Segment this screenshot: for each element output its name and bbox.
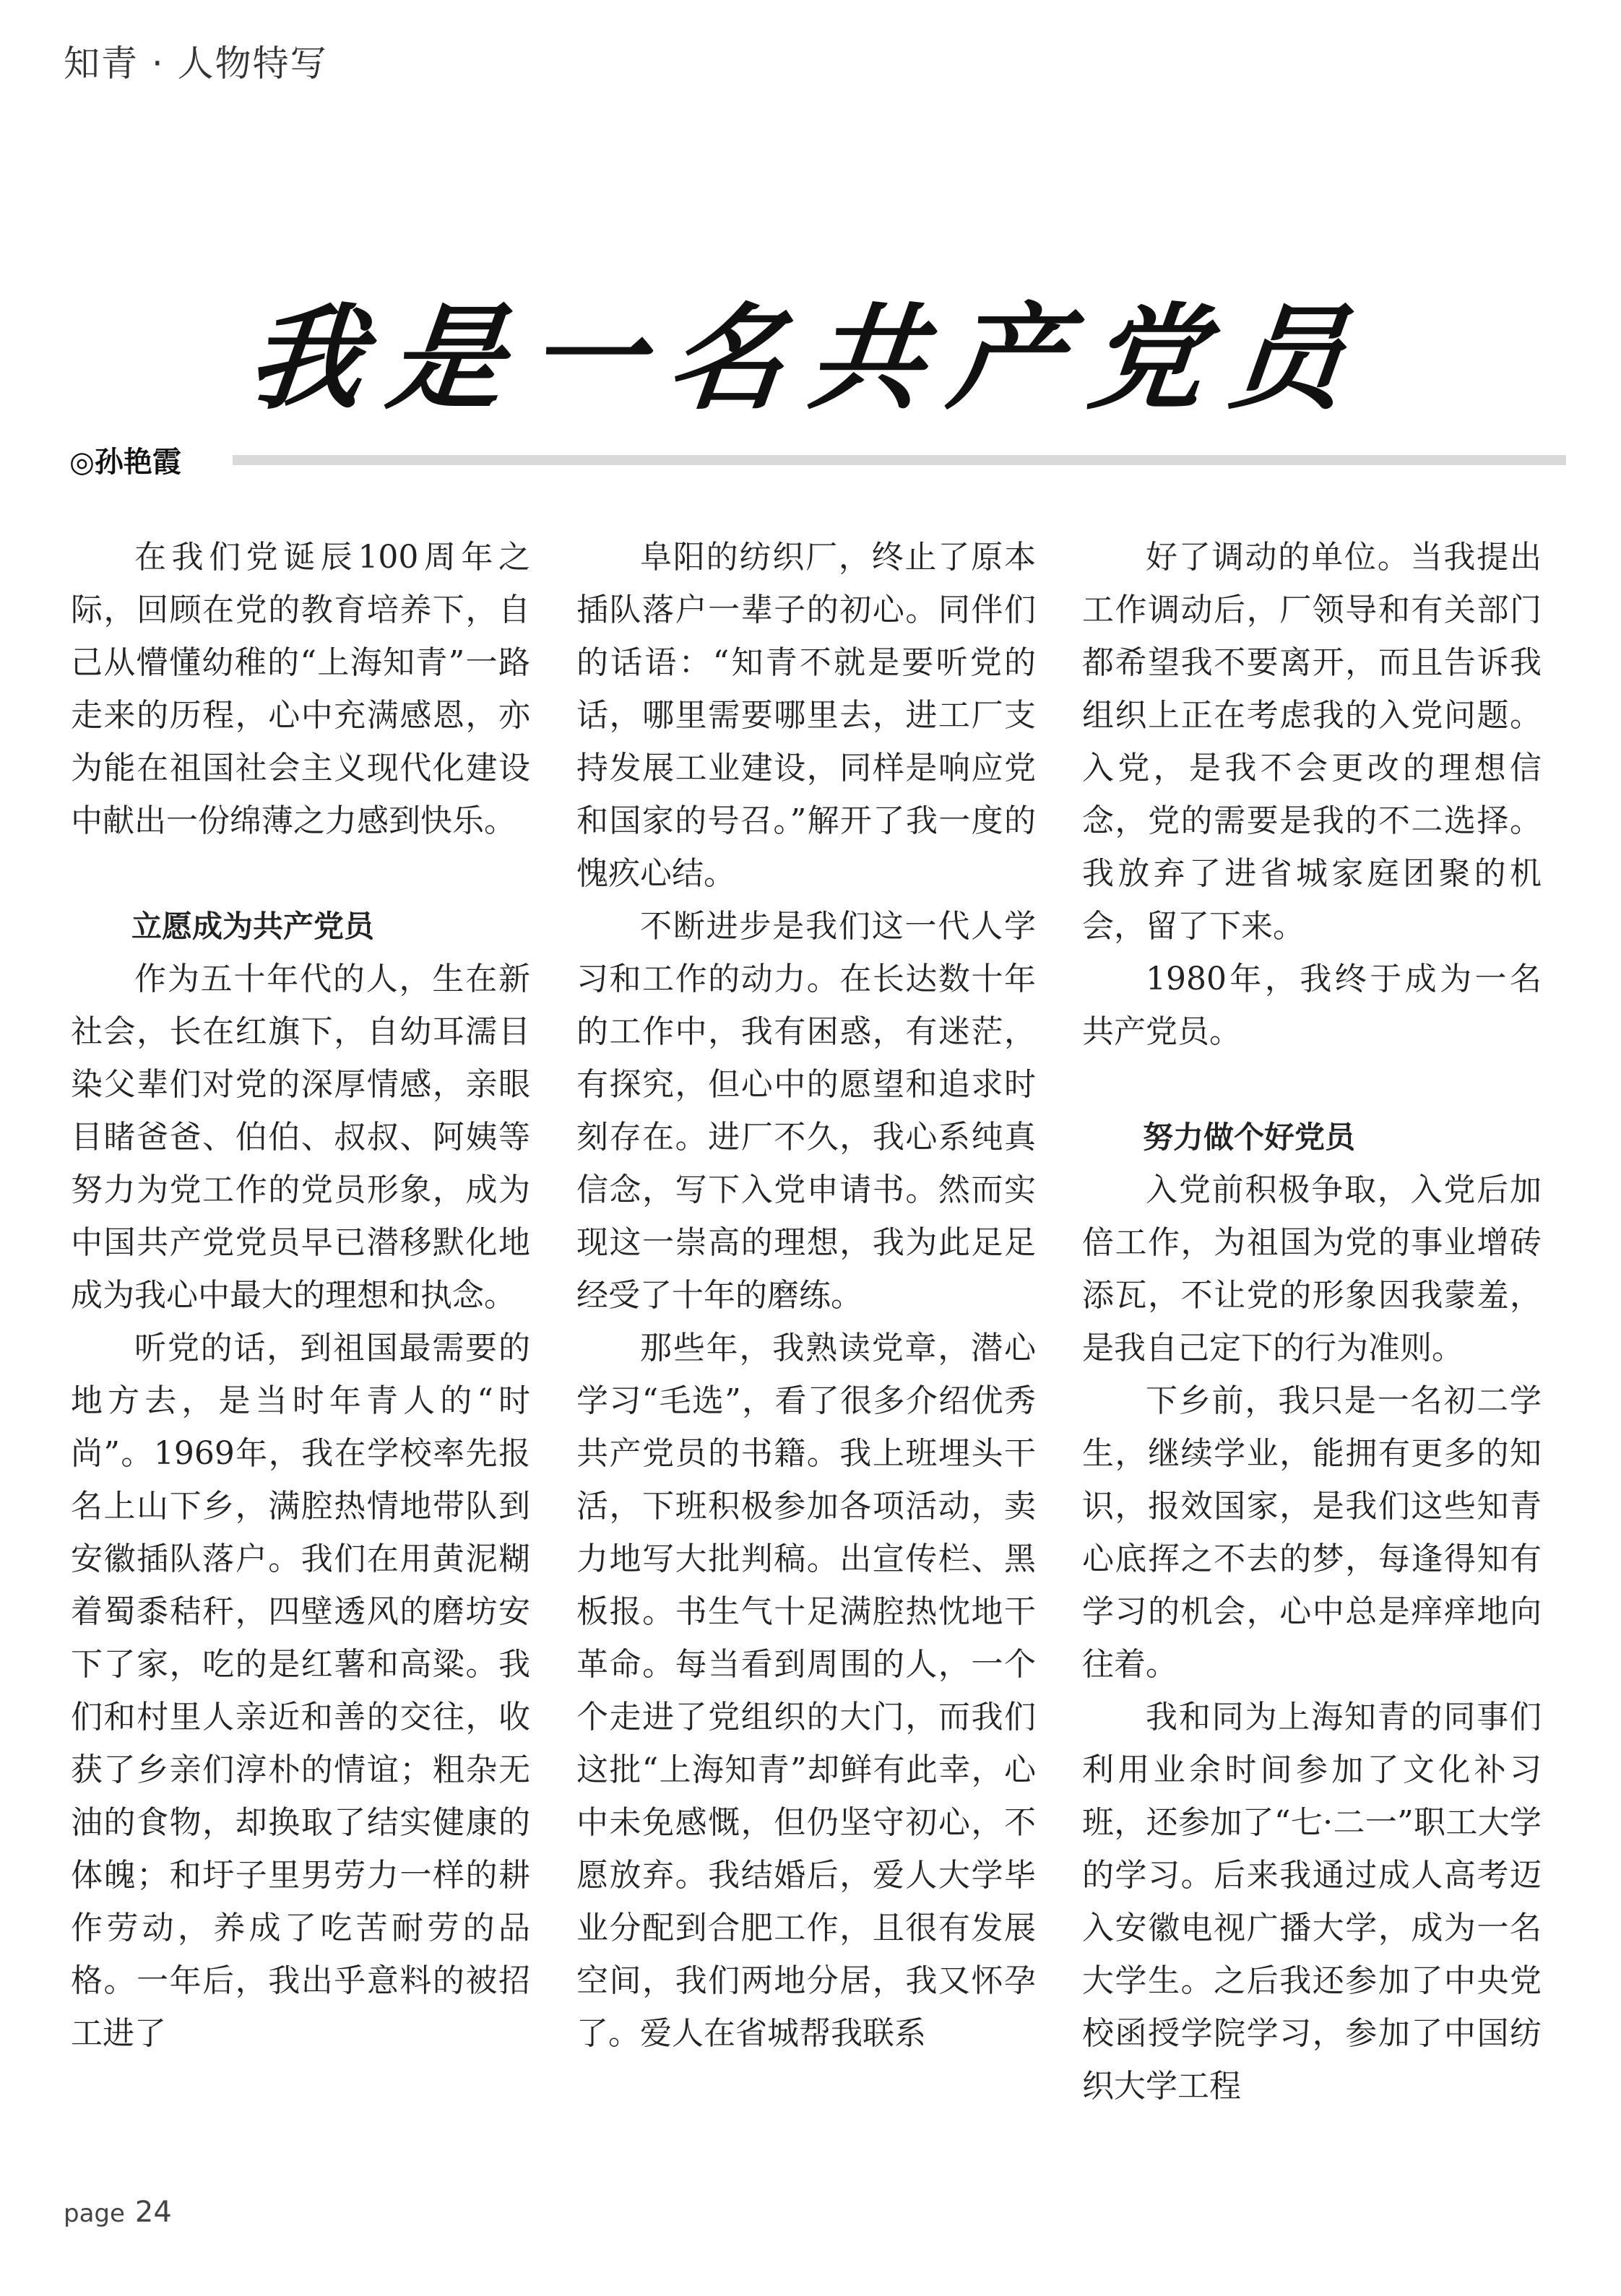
page-number: 24 bbox=[134, 2196, 172, 2229]
paragraph: 好了调动的单位。当我提出工作调动后，厂领导和有关部门都希望我不要离开，而且告诉我组织上正在考虑我的入党问题。入党，是我不会更改的理想信念，党的需要是我的不二选择。我放弃了进省城家庭团聚的机会，留了下来。 bbox=[1082, 539, 1542, 945]
paragraph: 听党的话，到祖国最需要的地方去，是当时年青人的“时尚”。1969年，我在学校率先报名上山下乡，满腔热情地带队到安徽插队落户。我们在用黄泥糊着蜀黍秸秆，四壁透风的磨坊安下了家，吃的是红薯和高粱。我们和村里人亲近和善的交往，收获了乡亲们淳朴的情谊；粗杂无油的食物，却换取了结实健康的体魄；和圩子里男劳力一样的耕作劳动，养成了吃苦耐劳的品格。一年后，我出乎意料的被招工进了 bbox=[71, 1330, 530, 2052]
page-folio bbox=[64, 2196, 172, 2229]
section-label: 知青 · 人物特写 bbox=[64, 43, 328, 85]
spacer bbox=[71, 847, 530, 900]
paragraph: 1980年，我终于成为一名共产党员。 bbox=[1082, 961, 1542, 1050]
author-divider bbox=[233, 455, 1566, 465]
paragraph: 在我们党诞辰100周年之际，回顾在党的教育培养下，自己从懵懂幼稚的“上海知青”一路走来的历程，心中充满感恩，亦为能在祖国社会主义现代化建设中献出一份绵薄之力感到快乐。 bbox=[71, 539, 530, 839]
text-column-1 bbox=[71, 531, 530, 2060]
spacer bbox=[1082, 1058, 1542, 1111]
article-title: 我是一名共产党员 bbox=[241, 292, 1378, 425]
text-column-3 bbox=[1082, 531, 1542, 2113]
paragraph: 作为五十年代的人，生在新社会，长在红旗下，自幼耳濡目染父辈们对党的深厚情感，亲眼目睹爸爸、伯伯、叔叔、阿姨等努力为党工作的党员形象，成为中国共产党党员早已潜移默化地成为我心中最大的理想和执念。 bbox=[71, 961, 530, 1314]
subheading: 努力做个好党员 bbox=[1143, 1119, 1356, 1155]
paragraph: 我和同为上海知青的同事们利用业余时间参加了文化补习班，还参加了“七·二一”职工大学的学习。后来我通过成人高考迈入安徽电视广播大学，成为一名大学生。之后我还参加了中央党校函授学院学习，参加了中国纺织大学工程 bbox=[1082, 1699, 1542, 2105]
subheading: 立愿成为共产党员 bbox=[131, 909, 375, 944]
author-row bbox=[69, 439, 1566, 482]
paragraph: 那些年，我熟读党章，潜心学习“毛选”，看了很多介绍优秀共产党员的书籍。我上班埋头干活，下班积极参加各项活动，卖力地写大批判稿。出宣传栏、黑板报。书生气十足满腔热忱地干革命。每当看到周围的人，一个个走进了党组织的大门，而我们这批“上海知青”却鲜有此幸，心中未免感慨，但仍坚守初心，不愿放弃。我结婚后，爱人大学毕业分配到合肥工作，且很有发展空间，我们两地分居，我又怀孕了。爱人在省城帮我联系 bbox=[576, 1330, 1036, 2052]
text-column-2 bbox=[576, 531, 1036, 2060]
page-word: page bbox=[64, 2199, 125, 2228]
paragraph: 入党前积极争取，入党后加倍工作，为祖国为党的事业增砖添瓦，不让党的形象因我蒙羞，是我自己定下的行为准则。 bbox=[1082, 1171, 1542, 1366]
paragraph: 不断进步是我们这一代人学习和工作的动力。在长达数十年的工作中，我有困惑，有迷茫，有探究，但心中的愿望和追求时刻存在。进厂不久，我心系纯真信念，写下入党申请书。然而实现这一崇高的理想，我为此足足经受了十年的磨练。 bbox=[576, 908, 1036, 1314]
paragraph: 阜阳的纺织厂，终止了原本插队落户一辈子的初心。同伴们的话语：“知青不就是要听党的话，哪里需要哪里去，进工厂支持发展工业建设，同样是响应党和国家的号召。”解开了我一度的愧疚心结。 bbox=[576, 539, 1036, 892]
paragraph: 下乡前，我只是一名初二学生，继续学业，能拥有更多的知识，报效国家，是我们这些知青心底挥之不去的梦，每逢得知有学习的机会，心中总是痒痒地向往着。 bbox=[1082, 1382, 1542, 1683]
author-name: ◎孙艳霞 bbox=[69, 446, 181, 479]
